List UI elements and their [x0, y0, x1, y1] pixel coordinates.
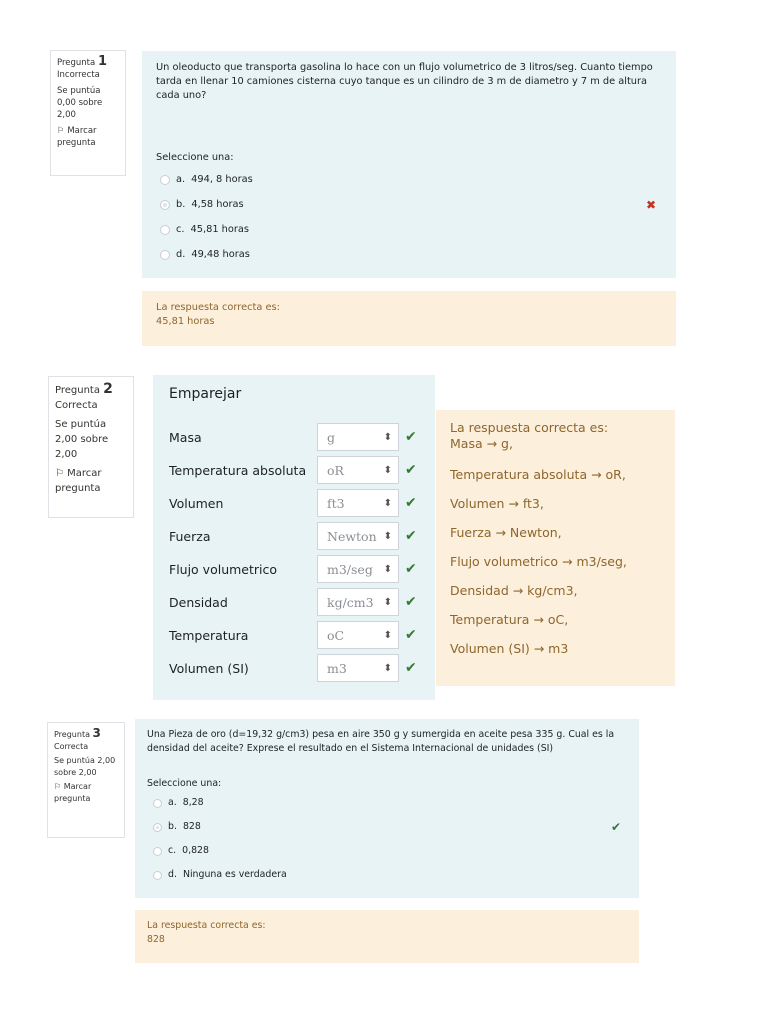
option-radio-selected[interactable]	[160, 200, 170, 210]
flag-label: Marcar pregunta	[55, 468, 102, 494]
flag-icon: ⚐	[54, 782, 62, 791]
flag-label: Marcar pregunta	[57, 126, 97, 148]
match-select[interactable]	[317, 456, 399, 484]
option-d[interactable]	[153, 863, 625, 887]
option-radio[interactable]	[153, 799, 162, 808]
select-arrow-icon: ⬍	[383, 497, 392, 509]
option-text: 45,81 horas	[190, 223, 250, 235]
correct-icon: ✔	[610, 820, 621, 834]
question-title: Emparejar	[169, 386, 242, 402]
match-select[interactable]	[317, 489, 399, 517]
option-radio[interactable]	[160, 250, 170, 260]
correct-icon: ✔	[405, 528, 417, 544]
match-select[interactable]	[317, 522, 399, 550]
option-letter: d.	[168, 869, 177, 880]
match-select[interactable]	[317, 555, 399, 583]
question-info-1	[50, 50, 126, 176]
feedback-line: Volumen → ft3,	[450, 496, 544, 511]
option-radio[interactable]	[160, 225, 170, 235]
question-state: Incorrecta	[57, 70, 100, 80]
correct-icon: ✔	[405, 561, 417, 577]
select-value: m3	[327, 660, 347, 676]
question-grade: Se puntúa 2,00 sobre 2,00	[54, 756, 116, 777]
correct-icon: ✔	[405, 495, 417, 511]
match-row	[169, 489, 425, 517]
question-text: Un oleoducto que transporta gasolina lo hace con un flujo volumetrico de 3 litros/seg. Cuanto tiempo tarda en llenar 10 camiones cisterna cuyo tanque es un cilindro de 3 m de diametro y 7 m de altura cada uno?	[156, 62, 653, 101]
answer-options	[153, 791, 625, 887]
question-grade: Se puntúa 0,00 sobre 2,00	[57, 86, 103, 120]
question-grade: Se puntúa 2,00 sobre 2,00	[55, 419, 109, 460]
question-number-3	[54, 728, 118, 741]
question-number-value: 1	[97, 54, 107, 69]
select-arrow-icon: ⬍	[383, 431, 392, 443]
question-text: Una Pieza de oro (d=19,32 g/cm3) pesa en aire 350 g y sumergida en aceite pesa 335 g. Cual es la densidad del aceite? Exprese el resultado en el Sistema Internacional de unidades (SI)	[147, 729, 615, 754]
option-letter: d.	[176, 248, 186, 260]
option-c[interactable]	[160, 217, 662, 242]
match-stem: Volumen	[169, 495, 224, 511]
option-radio[interactable]	[160, 175, 170, 185]
match-select[interactable]	[317, 423, 399, 451]
question-label: Pregunta	[57, 58, 96, 68]
flag-icon: ⚐	[55, 468, 64, 479]
feedback-title: La respuesta correcta es:	[450, 420, 609, 435]
select-arrow-icon: ⬍	[383, 530, 392, 542]
flag-icon: ⚐	[57, 126, 65, 136]
match-stem: Fuerza	[169, 528, 211, 544]
answer-prompt: Seleccione una:	[156, 152, 234, 163]
feedback-line: Volumen (SI) → m3	[450, 641, 569, 656]
question-info-2	[48, 376, 134, 518]
correct-icon: ✔	[405, 429, 417, 445]
option-a[interactable]	[160, 167, 662, 192]
select-value: Newton	[327, 528, 377, 544]
match-row	[169, 555, 425, 583]
select-arrow-icon: ⬍	[383, 596, 392, 608]
option-letter: b.	[168, 821, 177, 832]
correct-icon: ✔	[405, 627, 417, 643]
question-number-value: 3	[92, 726, 101, 740]
question-number-value: 2	[103, 381, 113, 397]
option-letter: b.	[176, 198, 186, 210]
match-row	[169, 456, 425, 484]
select-value: oC	[327, 627, 345, 643]
flag-question-link[interactable]	[57, 125, 119, 149]
feedback-line: Masa → g,	[450, 436, 513, 451]
correct-icon: ✔	[405, 594, 417, 610]
feedback-answer: 828	[147, 934, 165, 945]
match-stem: Temperatura	[169, 627, 249, 643]
match-stem: Masa	[169, 429, 202, 445]
option-text: 0,828	[182, 845, 209, 856]
flag-question-link[interactable]	[55, 466, 127, 496]
match-stem: Temperatura absoluta	[169, 462, 307, 478]
question-content-3	[135, 719, 639, 898]
flag-label: Marcar pregunta	[54, 782, 92, 803]
question-number-2	[55, 382, 127, 398]
option-letter: a.	[168, 797, 177, 808]
match-row	[169, 423, 425, 451]
answer-prompt: Seleccione una:	[147, 778, 222, 789]
option-text: 4,58 horas	[191, 198, 244, 210]
question-label: Pregunta	[54, 730, 90, 739]
option-d[interactable]	[160, 242, 662, 267]
question-number-1	[57, 56, 119, 69]
feedback-answer: 45,81 horas	[156, 316, 215, 327]
feedback-line: Temperatura absoluta → oR,	[450, 467, 626, 482]
select-arrow-icon: ⬍	[383, 464, 392, 476]
select-value: g	[327, 429, 336, 445]
match-select[interactable]	[317, 621, 399, 649]
option-b[interactable]	[160, 192, 662, 217]
select-value: oR	[327, 462, 344, 478]
option-text: 828	[182, 821, 201, 832]
correct-icon: ✔	[405, 660, 417, 676]
option-radio[interactable]	[153, 847, 162, 856]
answer-options	[160, 167, 662, 267]
question-state: Correcta	[54, 741, 89, 751]
option-text: Ninguna es verdadera	[182, 869, 287, 880]
feedback-title: La respuesta correcta es:	[156, 302, 280, 313]
feedback-title: La respuesta correcta es:	[147, 920, 266, 931]
feedback-line: Fuerza → Newton,	[450, 525, 562, 540]
match-select[interactable]	[317, 654, 399, 682]
question-state: Correcta	[55, 400, 98, 411]
option-b[interactable]	[153, 815, 625, 839]
option-radio[interactable]	[153, 871, 162, 880]
option-c[interactable]	[153, 839, 625, 863]
question-content-1	[142, 51, 676, 278]
match-stem: Flujo volumetrico	[169, 561, 278, 577]
right-answer-2	[436, 410, 675, 686]
option-letter: c.	[176, 223, 185, 235]
match-row	[169, 654, 425, 682]
option-text: 494, 8 horas	[191, 173, 253, 185]
match-row	[169, 522, 425, 550]
feedback-line: Flujo volumetrico → m3/seg,	[450, 554, 627, 569]
option-letter: c.	[168, 845, 177, 856]
select-arrow-icon: ⬍	[383, 629, 392, 641]
flag-question-link[interactable]	[54, 781, 118, 804]
select-arrow-icon: ⬍	[383, 563, 392, 575]
question-content-2	[153, 375, 435, 700]
incorrect-icon: ✖	[645, 197, 656, 212]
option-text: 8,28	[182, 797, 204, 808]
right-answer-1	[142, 291, 676, 346]
feedback-line: Densidad → kg/cm3,	[450, 583, 578, 598]
option-a[interactable]	[153, 791, 625, 815]
right-answer-3	[135, 910, 639, 963]
match-row	[169, 588, 425, 616]
select-value: ft3	[327, 495, 345, 511]
question-info-3	[47, 722, 125, 838]
match-row	[169, 621, 425, 649]
option-letter: a.	[176, 173, 186, 185]
match-select[interactable]	[317, 588, 399, 616]
feedback-line: Temperatura → oC,	[450, 612, 569, 627]
option-text: 49,48 horas	[191, 248, 250, 260]
select-value: m3/seg	[327, 561, 373, 577]
match-stem: Densidad	[169, 594, 228, 610]
select-arrow-icon: ⬍	[383, 662, 392, 674]
select-value: kg/cm3	[327, 594, 374, 610]
option-radio-selected[interactable]	[153, 823, 162, 832]
correct-icon: ✔	[405, 462, 417, 478]
question-label: Pregunta	[55, 385, 100, 396]
match-stem: Volumen (SI)	[169, 660, 249, 676]
